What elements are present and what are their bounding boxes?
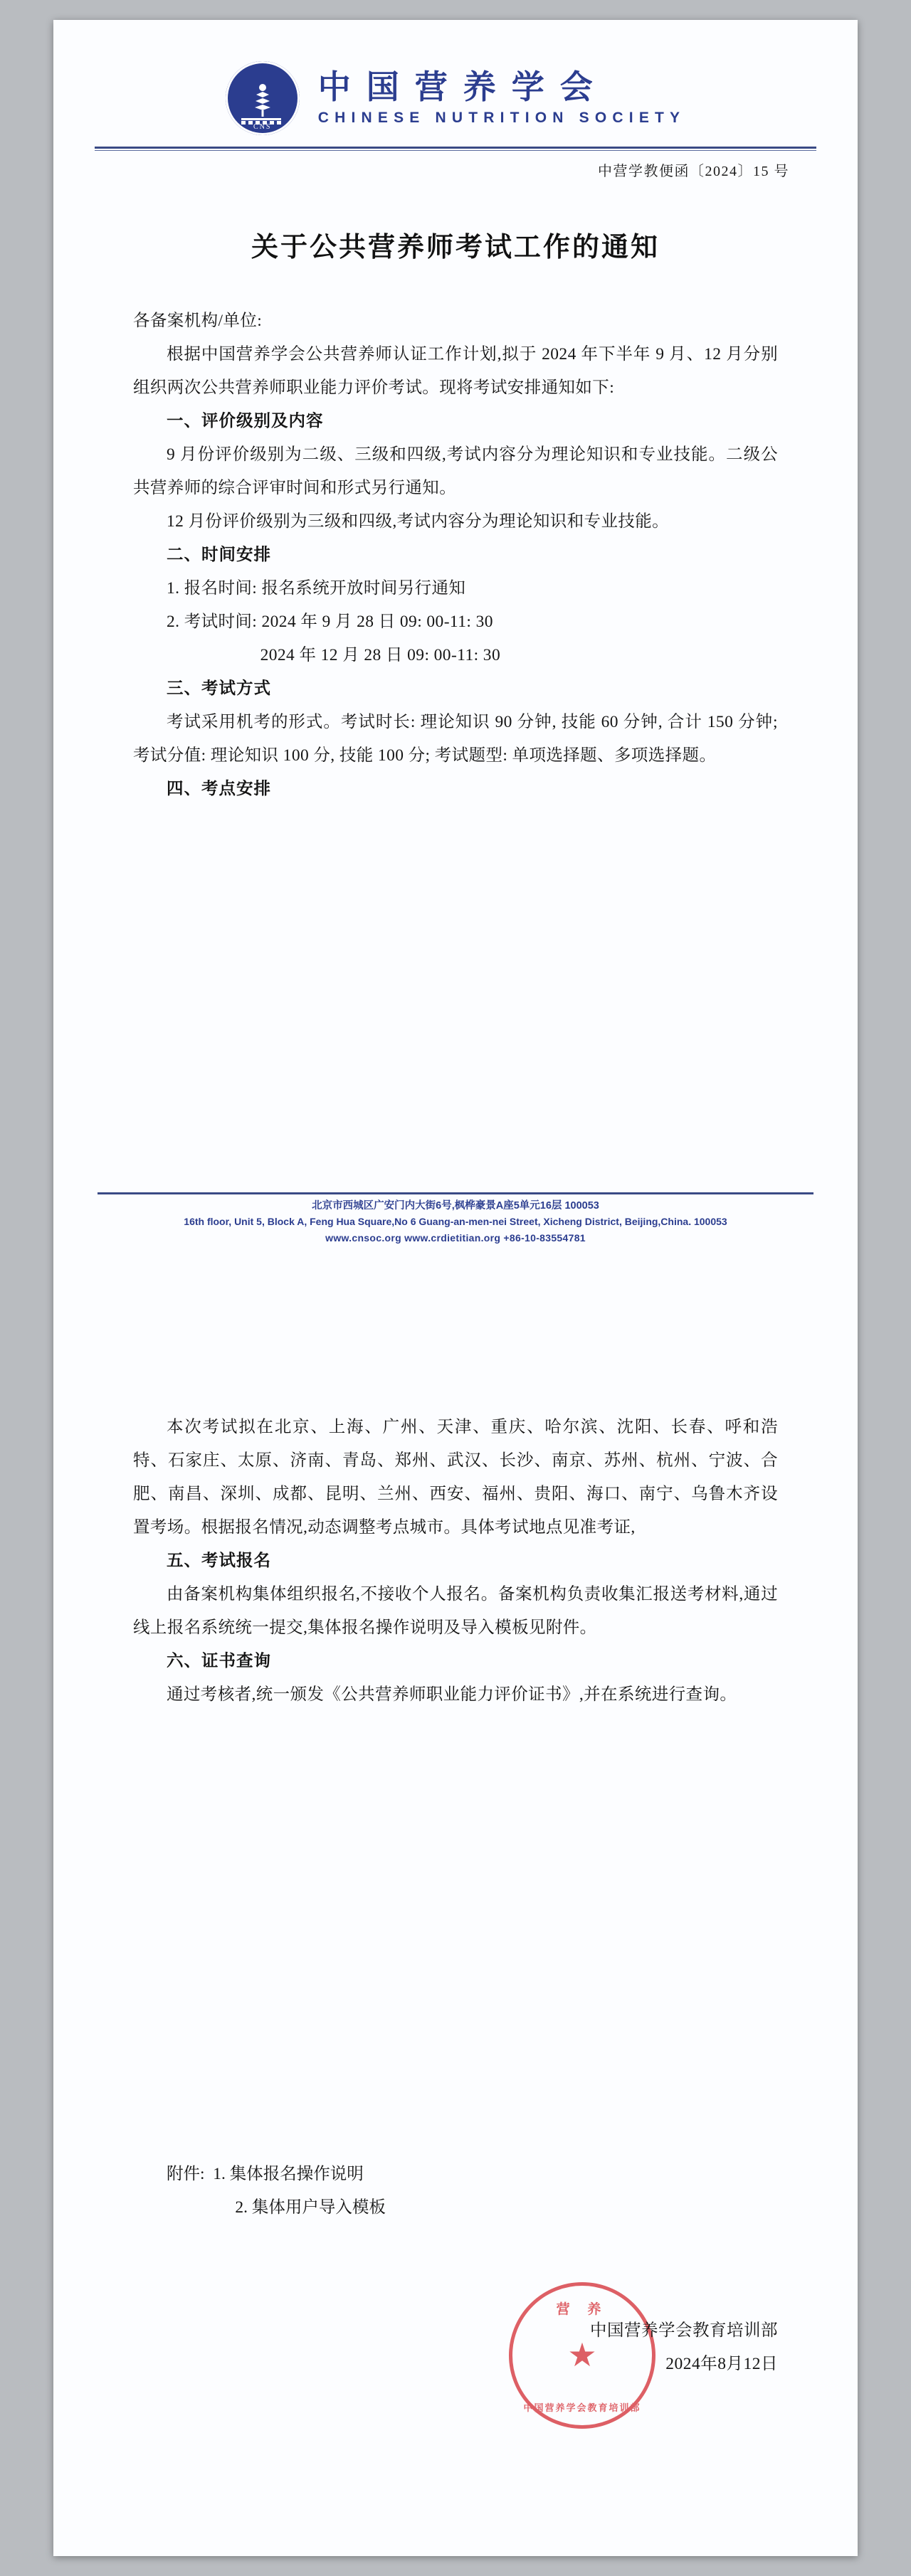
signature-block bbox=[590, 2314, 778, 2381]
intro-paragraph: 根据中国营养学会公共营养师认证工作计划,拟于 2024 年下半年 9 月、12 月分别组织两次公共营养师职业能力评价考试。现将考试安排通知如下: bbox=[133, 345, 778, 397]
paper-sheet bbox=[53, 20, 858, 2556]
section-2-heading: 二、时间安排 bbox=[167, 546, 271, 564]
attachments-label: 附件: bbox=[167, 2165, 205, 2183]
section-1-paragraph-2: 12 月份评价级别为三级和四级,考试内容分为理论知识和专业技能。 bbox=[167, 512, 670, 531]
document-number: 中营学教便函〔2024〕15 号 bbox=[598, 164, 789, 179]
footer-address-cn: 北京市西城区广安门内大街6号,枫桦豪景A座5单元16层 100053 bbox=[312, 1200, 599, 1212]
footer-contact-block bbox=[53, 1198, 858, 1246]
section-4-heading: 四、考点安排 bbox=[167, 780, 271, 798]
footer-web-phone: www.cnsoc.org www.crdietitian.org +86-10-83554781 bbox=[325, 1232, 586, 1244]
section-4-paragraph-1: 本次考试拟在北京、上海、广州、天津、重庆、哈尔滨、沈阳、长春、呼和浩特、石家庄、太原、济南、青岛、郑州、武汉、长沙、南京、苏州、杭州、宁波、合肥、南昌、深圳、成都、昆明、兰州、西安、福州、贵阳、海口、南宁、乌鲁木齐设置考场。根据报名情况,动态调整考点城市。具体考试地点见准考证, bbox=[133, 1418, 778, 1537]
section-6-heading: 六、证书查询 bbox=[167, 1652, 271, 1670]
cns-logo-icon bbox=[226, 61, 300, 135]
attachments-line-1 bbox=[133, 2158, 778, 2191]
seal-star-icon: ★ bbox=[567, 2337, 597, 2373]
logo-cns-text: CNS bbox=[253, 123, 272, 131]
document-title: 关于公共营养师考试工作的通知 bbox=[251, 233, 660, 263]
section-2-item-2: 2. 考试时间: 2024 年 9 月 28 日 09: 00-11: 30 bbox=[167, 613, 493, 631]
section-5-heading: 五、考试报名 bbox=[167, 1552, 271, 1570]
section-6-paragraph-1: 通过考核者,统一颁发《公共营养师职业能力评价证书》,并在系统进行查询。 bbox=[167, 1685, 737, 1704]
section-2-item-1: 1. 报名时间: 报名系统开放时间另行通知 bbox=[167, 579, 466, 598]
document-body-page2 bbox=[133, 1411, 778, 1712]
section-1-heading: 一、评价级别及内容 bbox=[167, 412, 324, 430]
seal-top-text: 营 养 bbox=[556, 2302, 609, 2317]
section-5-paragraph-1: 由备案机构集体组织报名,不接收个人报名。备案机构负责收集汇报送考材料,通过线上报名系统统一提交,集体报名操作说明及导入模板见附件。 bbox=[133, 1585, 778, 1637]
attachment-item-1: 1. 集体报名操作说明 bbox=[213, 2165, 364, 2183]
signing-date: 2024年8月12日 bbox=[665, 2355, 778, 2373]
salutation: 各备案机构/单位: bbox=[133, 312, 263, 330]
section-3-paragraph-1: 考试采用机考的形式。考试时长: 理论知识 90 分钟, 技能 60 分钟, 合计 150 分钟; 考试分值: 理论知识 100 分, 技能 100 分; 考试题型: 单项选择题、多项选择题。 bbox=[133, 713, 778, 765]
letterhead bbox=[53, 20, 858, 169]
signing-department: 中国营养学会教育培训部 bbox=[590, 2321, 778, 2340]
footer-address-en: 16th floor, Unit 5, Block A, Feng Hua Square,No 6 Guang-an-men-nei Street, Xicheng District, Beijing,China. 100053 bbox=[184, 1216, 727, 1227]
section-1-paragraph-1: 9 月份评价级别为二级、三级和四级,考试内容分为理论知识和专业技能。二级公共营养师的综合评审时间和形式另行通知。 bbox=[133, 445, 778, 497]
seal-bottom-text: 中国营养学会教育培训部 bbox=[523, 2402, 641, 2413]
attachments-block bbox=[133, 2158, 778, 2225]
org-name-cn: 中国营养学会 bbox=[317, 68, 609, 105]
section-3-heading: 三、考试方式 bbox=[167, 679, 271, 698]
org-name-en: CHINESE NUTRITION SOCIETY bbox=[317, 110, 686, 127]
attachment-item-2: 2. 集体用户导入模板 bbox=[235, 2198, 386, 2217]
section-2-item-2-second-line: 2024 年 12 月 28 日 09: 00-11: 30 bbox=[260, 646, 501, 664]
letterhead-divider bbox=[95, 147, 816, 151]
document-body-page1 bbox=[133, 304, 778, 806]
footer-divider bbox=[98, 1192, 813, 1194]
